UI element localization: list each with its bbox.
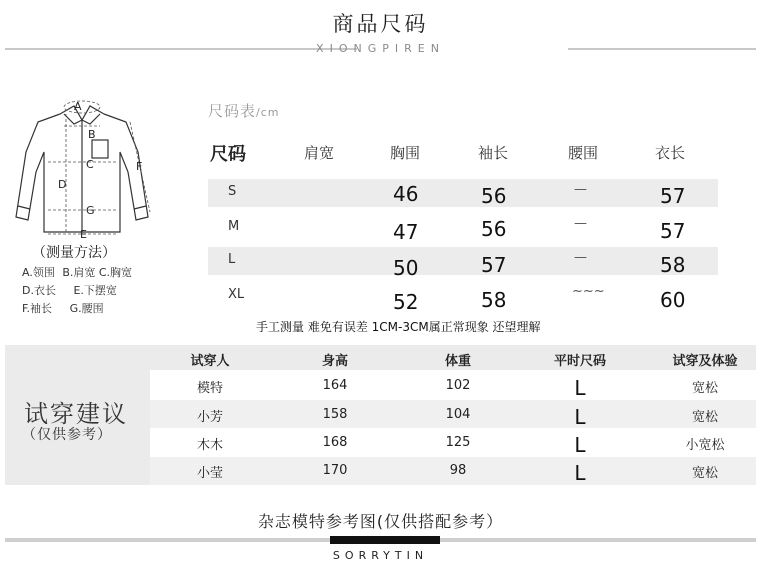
size-table-title xyxy=(208,100,280,121)
diagram-letter-c: C xyxy=(86,158,94,171)
size-header-sleeve: 袖长 xyxy=(478,144,509,162)
size-header-size: 尺码 xyxy=(210,144,246,165)
size-cell: XL xyxy=(228,287,245,302)
length-cell: 60 xyxy=(660,288,686,312)
legend-item: G.腰围 xyxy=(69,302,104,315)
size-cell: L xyxy=(228,252,236,267)
diagram-letter-f: F xyxy=(136,160,143,173)
chest-cell: 50 xyxy=(393,256,419,280)
sleeve-cell: 56 xyxy=(481,217,507,241)
try-header-height: 身高 xyxy=(321,354,348,369)
diagram-letter-a: A xyxy=(74,100,82,113)
size-header-waist: 腰围 xyxy=(568,144,599,162)
try-on-subtitle: （仅供参考） xyxy=(22,427,112,443)
try-fit-cell: 宽松 xyxy=(691,466,718,481)
try-header-person: 试穿人 xyxy=(190,354,230,369)
try-name-cell: 模特 xyxy=(196,381,223,396)
try-fit-cell: 小宽松 xyxy=(685,438,725,453)
measurement-legend xyxy=(22,264,132,318)
length-cell: 58 xyxy=(660,253,686,277)
legend-item: C.胸宽 xyxy=(98,266,133,279)
size-table-unit: /cm xyxy=(256,106,280,119)
try-size-cell: L xyxy=(574,405,586,429)
legend-line xyxy=(22,282,132,300)
try-height-cell: 164 xyxy=(322,378,348,393)
try-header-weight: 体重 xyxy=(444,354,471,369)
try-fit-cell: 宽松 xyxy=(691,410,718,425)
try-on-title: 试穿建议 xyxy=(24,400,128,428)
waist-cell: ~~~ xyxy=(572,284,605,299)
legend-item: A.领围 xyxy=(22,266,55,279)
try-name-cell: 小莹 xyxy=(196,466,223,481)
waist-cell: — xyxy=(574,216,587,231)
chest-cell: 52 xyxy=(393,290,419,314)
legend-line xyxy=(22,300,132,318)
footer-subtitle: SORRYTIN xyxy=(332,549,429,562)
page-title: 商品尺码 xyxy=(332,12,429,36)
try-size-cell: L xyxy=(574,433,586,457)
legend-item: B.肩宽 xyxy=(62,266,96,279)
try-weight-cell: 102 xyxy=(445,378,471,393)
try-size-cell: L xyxy=(574,376,586,400)
footer-bar-accent xyxy=(330,536,440,544)
size-row-band xyxy=(208,179,718,207)
try-header-usual-size: 平时尺码 xyxy=(553,354,606,369)
size-cell: M xyxy=(228,219,240,234)
try-header-fit: 试穿及体验 xyxy=(672,354,738,369)
size-table-title-text: 尺码表 xyxy=(208,102,257,120)
legend-line xyxy=(22,264,132,282)
page-subtitle: XIONGPIREN xyxy=(316,42,445,55)
chest-cell: 47 xyxy=(393,220,419,244)
try-weight-cell: 98 xyxy=(449,463,467,478)
length-cell: 57 xyxy=(660,219,686,243)
try-height-cell: 158 xyxy=(322,407,348,422)
size-cell: S xyxy=(228,184,237,199)
size-header-chest: 胸围 xyxy=(390,144,421,162)
sleeve-cell: 58 xyxy=(481,288,507,312)
try-name-cell: 小芳 xyxy=(196,410,223,425)
try-height-cell: 170 xyxy=(322,463,348,478)
shirt-measurement-diagram xyxy=(8,92,158,242)
diagram-letter-b: B xyxy=(88,128,96,141)
length-cell: 57 xyxy=(660,184,686,208)
try-name-cell: 木木 xyxy=(196,438,223,453)
waist-cell: — xyxy=(574,182,587,197)
try-height-cell: 168 xyxy=(322,435,348,450)
diagram-letter-d: D xyxy=(58,178,67,191)
footer-title: 杂志模特参考图(仅供搭配参考） xyxy=(257,512,504,531)
size-header-length: 衣长 xyxy=(655,144,686,162)
size-header-shoulder: 肩宽 xyxy=(304,144,335,162)
legend-item: F.袖长 xyxy=(22,302,53,315)
try-weight-cell: 125 xyxy=(445,435,471,450)
measurement-note: 手工测量 难免有误差 1CM-3CM属正常现象 还望理解 xyxy=(256,320,541,334)
measurement-method-title: （测量方法） xyxy=(32,245,116,261)
chest-cell: 46 xyxy=(393,182,419,206)
legend-item: E.下摆宽 xyxy=(73,284,117,297)
sleeve-cell: 56 xyxy=(481,184,507,208)
legend-item: D.衣长 xyxy=(22,284,56,297)
try-weight-cell: 104 xyxy=(445,407,471,422)
diagram-letter-g: G xyxy=(86,204,95,217)
diagram-letter-e: E xyxy=(80,228,87,241)
size-row-band xyxy=(208,247,718,275)
waist-cell: — xyxy=(574,250,587,265)
try-fit-cell: 宽松 xyxy=(691,381,718,396)
sleeve-cell: 57 xyxy=(481,253,507,277)
try-size-cell: L xyxy=(574,461,586,485)
